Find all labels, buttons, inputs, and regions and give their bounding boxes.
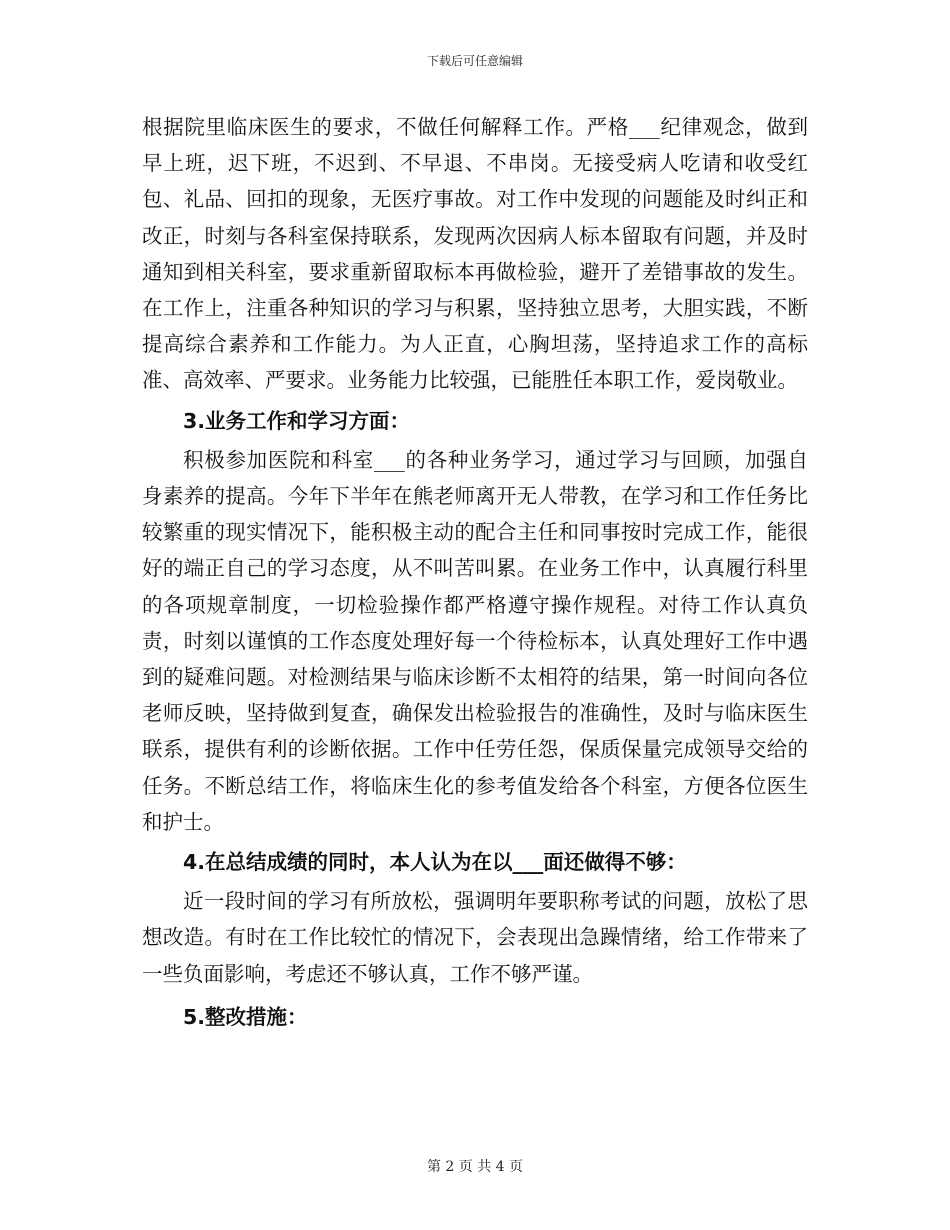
- section-heading-4: 4.在总结成绩的同时，本人认为在以___面还做得不够：: [183, 850, 687, 875]
- paragraph-continuation: 根据院里临床医生的要求，不做任何解释工作。严格___纪律观念，做到早上班，迟下班，不迟到、不早退、不串岗。无接受病人吃请和收受红包、礼品、回扣的现象，无医疗事故。对工作中发现的问题能及时纠正和改正，时刻与各科室保持联系，发现两次因病人标本留取有问题，并及时通知到相关科室，要求重新留取标本再做检验，避开了差错事故的发生。在工作上，注重各种知识的学习与积累，坚持独立思考，大胆实践，不断提高综合素养和工作能力。为人正直，心胸坦荡，坚持追求工作的高标准、高效率、严要求。业务能力比较强，已能胜任本职工作，爱岗敬业。: [142, 115, 808, 393]
- section-heading-5: 5.整改措施：: [183, 1004, 308, 1029]
- page-header-note: 下载后可任意编辑: [426, 54, 523, 68]
- paragraph-section-3: 积极参加医院和科室___的各种业务学习，通过学习与回顾，加强自身素养的提高。今年下半年在熊老师离开无人带教，在学习和工作任务比较繁重的现实情况下，能积极主动的配合主任和同事按时完成工作，能很好的端正自己的学习态度，从不叫苦叫累。在业务工作中，认真履行科里的各项规章制度，一切检验操作都严格遵守操作规程。对待工作认真负责，时刻以谨慎的工作态度处理好每一个待检标本，认真处理好工作中遇到的疑难问题。对检测结果与临床诊断不太相符的结果，第一时间向各位老师反映，坚持做到复查，确保发出检验报告的准确性，及时与临床医生联系，提供有利的诊断依据。工作中任劳任怨，保质保量完成领导交给的任务。不断总结工作，将临床生化的参考值发给各个科室，方便各位医生和护士。: [142, 447, 808, 834]
- section-heading-3: 3.业务工作和学习方面：: [183, 408, 411, 433]
- paragraph-section-4: 近一段时间的学习有所放松，强调明年要职称考试的问题，放松了思想改造。有时在工作比较忙的情况下，会表现出急躁情绪，给工作带来了一些负面影响，考虑还不够认真，工作不够严谨。: [142, 889, 808, 986]
- document-body: [142, 109, 808, 1038]
- page-number: 第 2 页 共 4 页: [426, 1159, 524, 1175]
